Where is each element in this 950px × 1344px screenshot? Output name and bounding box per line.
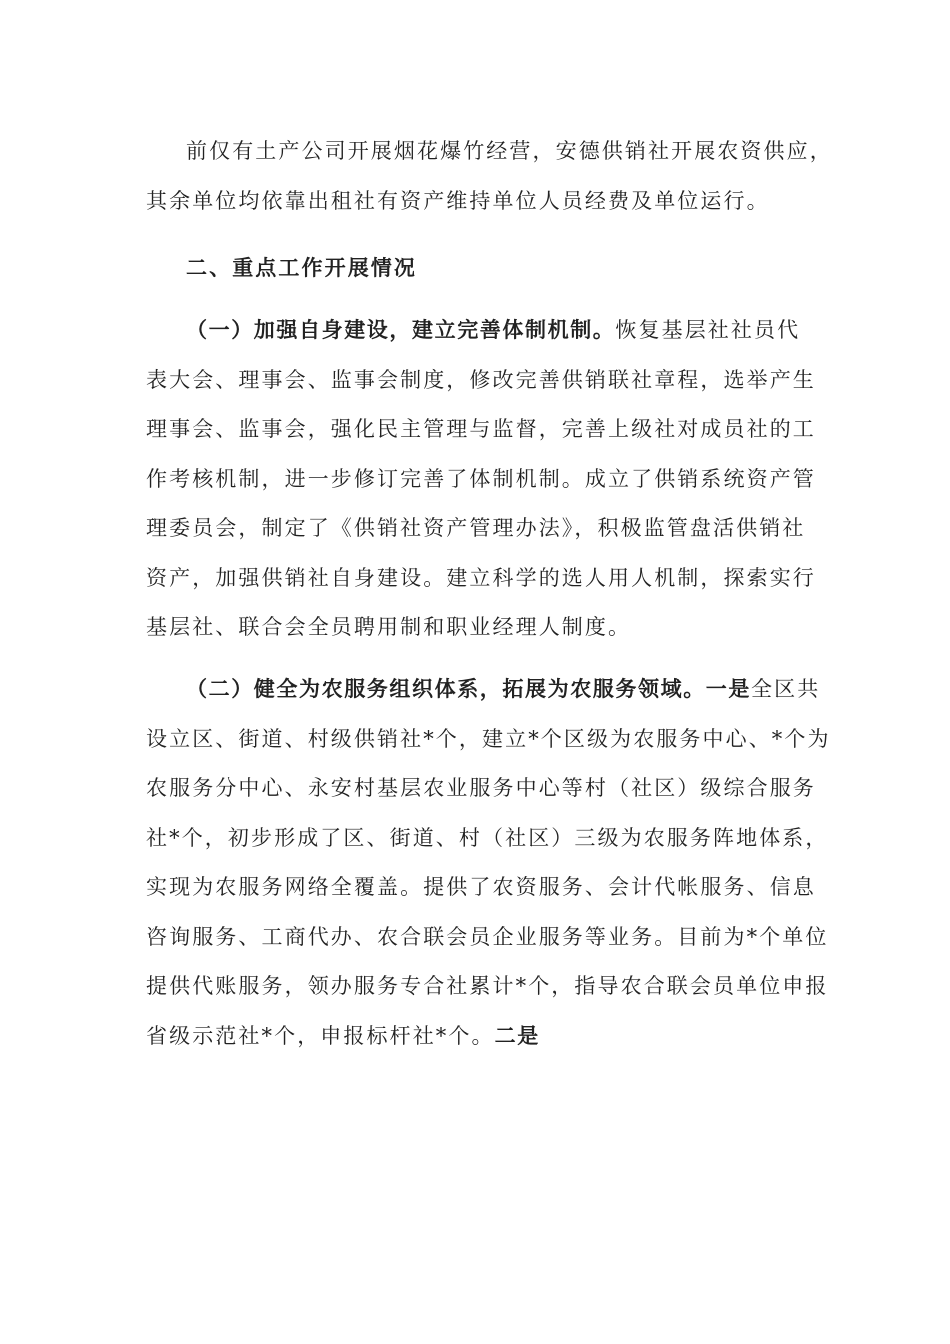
paragraph-line: 理委员会，制定了《供销社资产管理办法》，积极监管盘活供销社: [146, 516, 806, 540]
paragraph-text: 省级示范社*个，申报标杆社*个。: [146, 1024, 495, 1048]
paragraph-line: 基层社、联合会全员聘用制和职业经理人制度。: [146, 615, 632, 639]
paragraph-line: 前仅有土产公司开展烟花爆竹经营，安德供销社开展农资供应，: [186, 139, 833, 163]
paragraph-lead-bold: （一）加强自身建设，建立完善体制机制。: [186, 318, 616, 342]
paragraph-line: 咨询服务、工商代办、农合联会员企业服务等业务。目前为*个单位: [146, 925, 829, 949]
paragraph-line: 提供代账服务，领办服务专合社累计*个，指导农合联会员单位申报: [146, 974, 829, 998]
paragraph-lead-rest: 全区共: [751, 677, 821, 701]
paragraph-line: 社*个，初步形成了区、街道、村（社区）三级为农服务阵地体系，: [146, 826, 829, 850]
paragraph-bold-marker: 二是: [494, 1024, 540, 1048]
paragraph-lead-bold: （二）健全为农服务组织体系，拓展为农服务领域。一是: [186, 677, 751, 701]
paragraph-line: 其余单位均依靠出租社有资产维持单位人员经费及单位运行。: [146, 189, 770, 213]
section-heading: 二、重点工作开展情况: [186, 256, 417, 280]
paragraph-lead-rest: 恢复基层社社员代: [615, 318, 801, 342]
paragraph-line: [186, 312, 826, 348]
paragraph-line: 作考核机制，进一步修订完善了体制机制。成立了供销系统资产管: [146, 467, 816, 491]
paragraph-line: [186, 671, 826, 707]
paragraph-line: 资产，加强供销社自身建设。建立科学的选人用人机制，探索实行: [146, 566, 816, 590]
paragraph-line: 设立区、街道、村级供销社*个，建立*个区级为农服务中心、*个为: [146, 727, 831, 751]
paragraph-line: 理事会、监事会，强化民主管理与监督，完善上级社对成员社的工: [146, 417, 816, 441]
paragraph-line: 农服务分中心、永安村基层农业服务中心等村（社区）级综合服务: [146, 776, 816, 800]
paragraph-line: 实现为农服务网络全覆盖。提供了农资服务、会计代帐服务、信息: [146, 875, 816, 899]
paragraph-line: [146, 1018, 826, 1054]
paragraph-line: 表大会、理事会、监事会制度，修改完善供销联社章程，选举产生: [146, 368, 816, 392]
